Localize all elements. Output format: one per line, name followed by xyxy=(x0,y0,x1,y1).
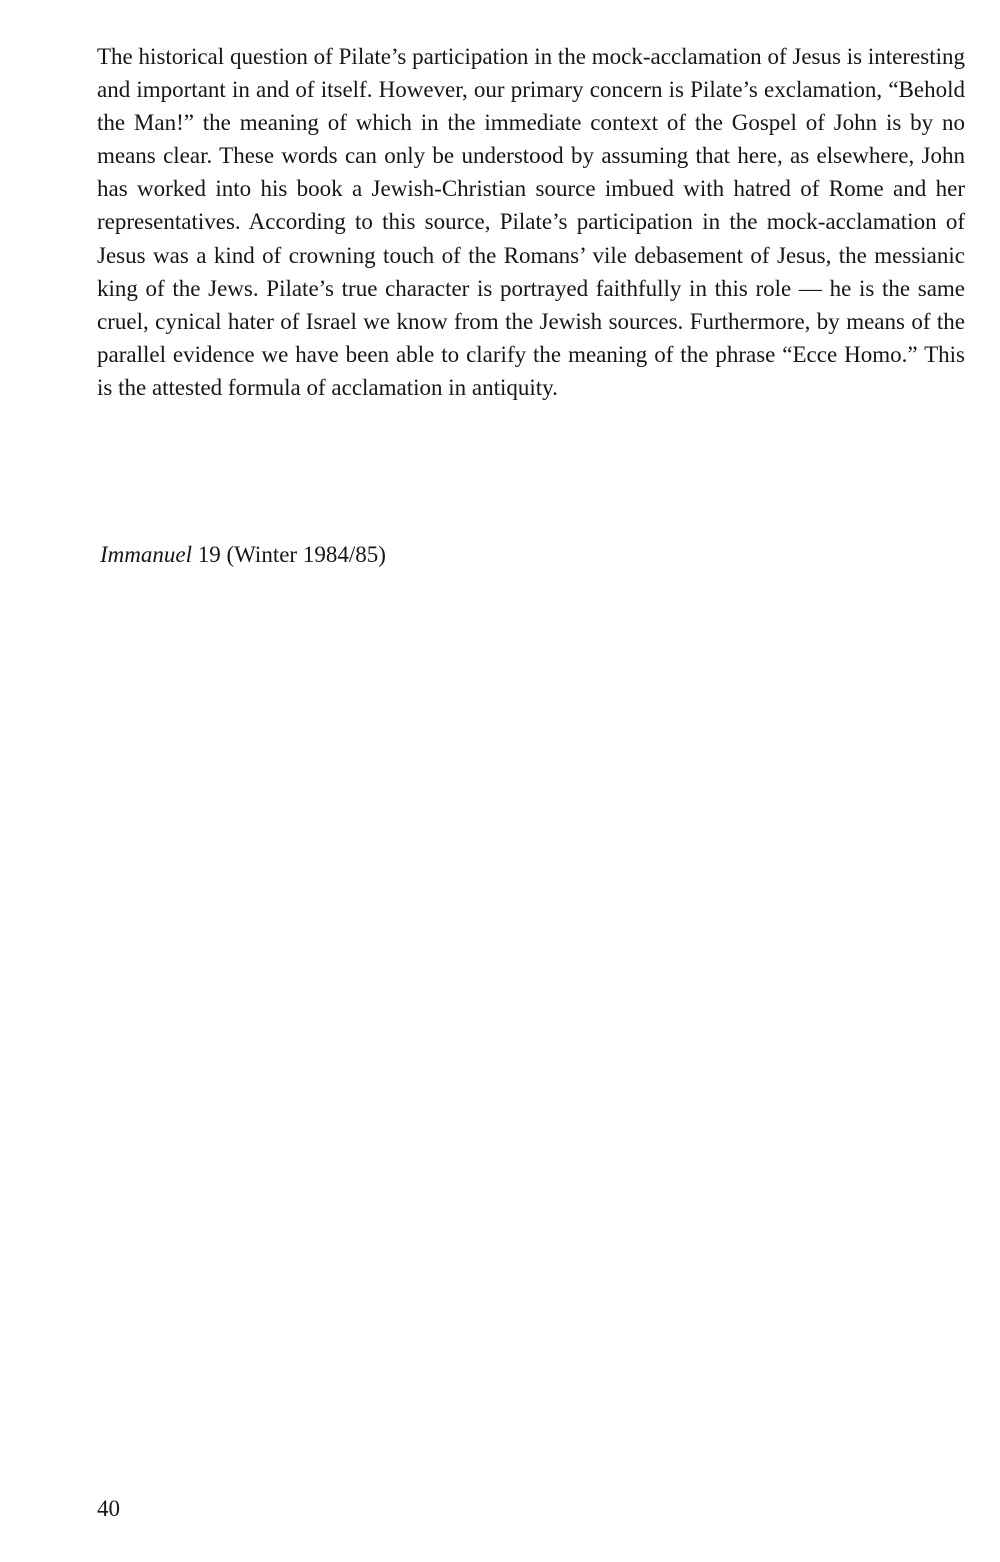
citation-details: 19 (Winter 1984/85) xyxy=(191,542,386,567)
citation-journal-title: Immanuel xyxy=(100,542,192,567)
page-number: 40 xyxy=(97,1496,120,1521)
source-citation xyxy=(100,540,386,570)
body-paragraph: The historical question of Pilate’s participation in the mock-acclamation of Jesus is interesting and important in and of itself. However, our primary concern is Pilate’s exclamation, “Behold the Man!” the meaning of which in the immediate context of the Gospel of John is by no means clear. These words can only be understood by assuming that here, as elsewhere, John has worked into his book a Jewish-Christian source imbued with hatred of Rome and her representatives. According to this source, Pilate’s participation in the mock-acclamation of Jesus was a kind of crowning touch of the Romans’ vile debasement of Jesus, the messianic king of the Jews. Pilate’s true character is portrayed faithfully in this role — he is the same cruel, cynical hater of Israel we know from the Jewish sources. Furthermore, by means of the parallel evidence we have been able to clarify the meaning of the phrase “Ecce Homo.” This is the attested formula of acclamation in antiquity. xyxy=(97,44,965,400)
